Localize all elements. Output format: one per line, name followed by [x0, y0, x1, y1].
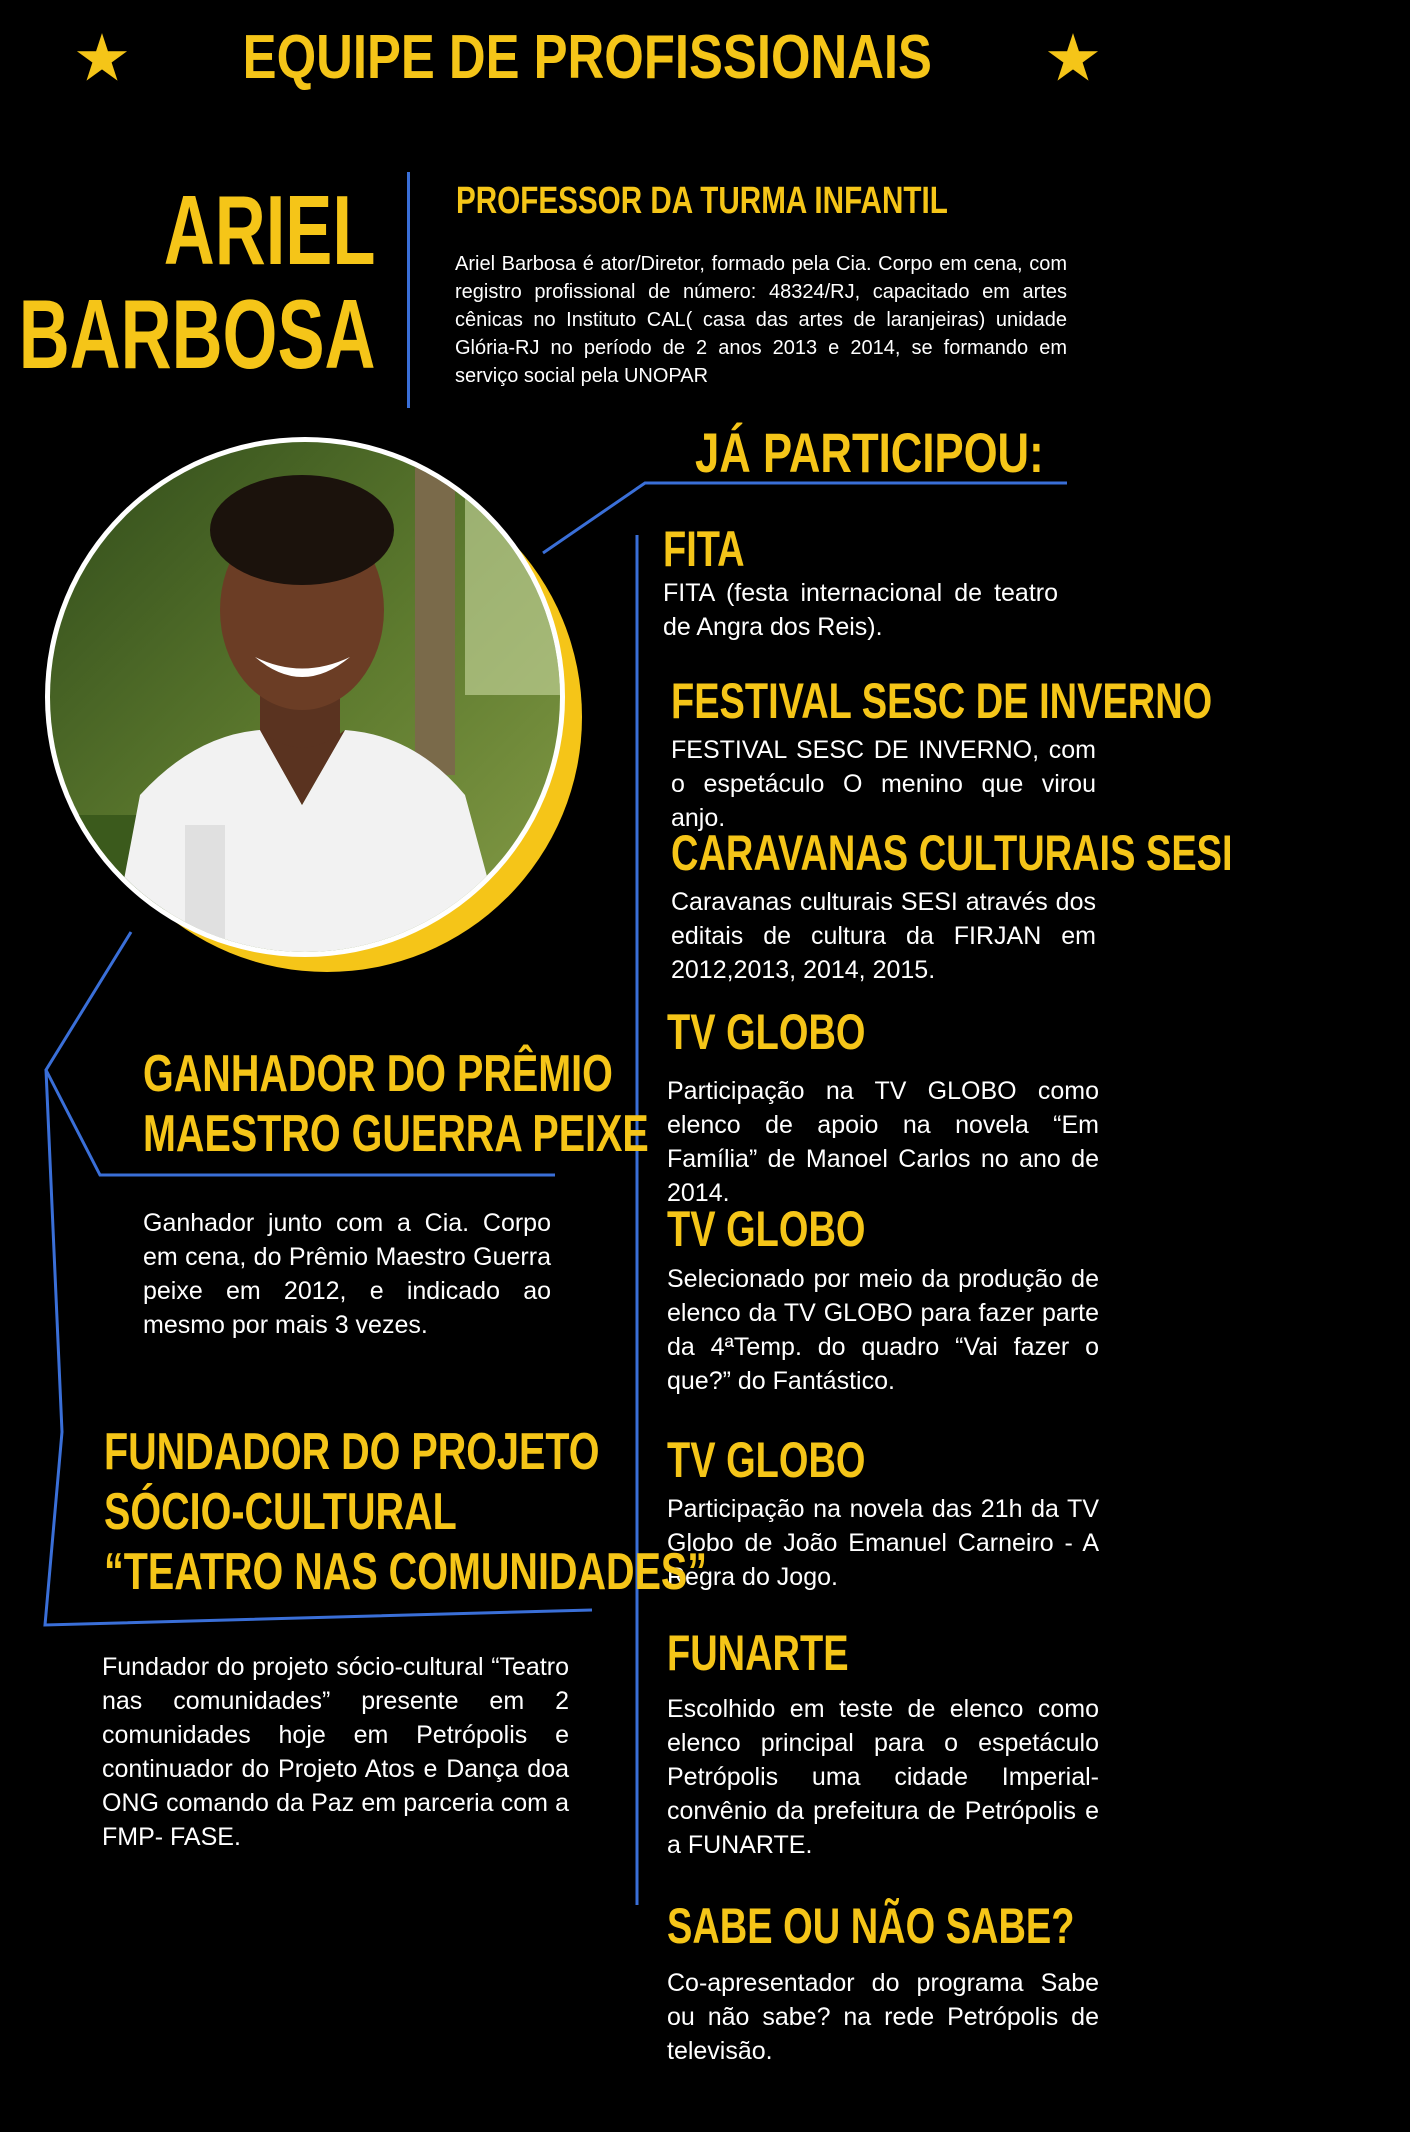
portrait-image	[45, 435, 590, 980]
item-text-tv-globo-2: Selecionado por meio da produção de elenco da TV GLOBO para fazer parte da 4ªTemp. do quadro “Vai fazer o que?” do Fantástico.	[667, 1265, 1099, 1395]
item-text-tv-globo-3: Participação na novela das 21h da TV Globo de João Emanuel Carneiro - A Regra do Jogo.	[667, 1495, 1099, 1591]
item-title-tv-globo-3: TV GLOBO	[667, 1432, 866, 1488]
item-text-sesc: FESTIVAL SESC DE INVERNO, com o espetáculo O menino que virou anjo.	[671, 736, 1096, 832]
star-icon: ★	[1047, 26, 1100, 91]
participation-heading: JÁ PARTICIPOU:	[695, 421, 1044, 484]
role-title: PROFESSOR DA TURMA INFANTIL	[456, 180, 948, 222]
item-title-sesc: FESTIVAL SESC DE INVERNO	[671, 673, 1213, 729]
item-text-sabe: Co-apresentador do programa Sabe ou não sabe? na rede Petrópolis de televisão.	[667, 1969, 1099, 2065]
last-name: BARBOSA	[18, 279, 375, 389]
item-text-tv-globo-1: Participação na TV GLOBO como elenco de apoio na novela “Em Família” de Manoel Carlos no ano de 2014.	[667, 1077, 1099, 1207]
founder-text: Fundador do projeto sócio-cultural “Teatro nas comunidades” presente em 2 comunidades hoje em Petrópolis e continuador do Projeto Atos e Dança doa ONG comando da Paz em parceria com a FMP- FASE.	[102, 1653, 569, 1851]
item-text-fita: FITA (festa internacional de teatro de Angra dos Reis).	[663, 579, 1058, 641]
first-name: ARIEL	[163, 175, 375, 285]
item-title-fita: FITA	[663, 521, 745, 577]
item-title-tv-globo-1: TV GLOBO	[667, 1004, 866, 1060]
item-title-sabe: SABE OU NÃO SABE?	[667, 1898, 1075, 1954]
profile-photo	[45, 435, 590, 980]
award-text: Ganhador junto com a Cia. Corpo em cena, do Prêmio Maestro Guerra peixe em 2012, e indicado ao mesmo por mais 3 vezes.	[143, 1209, 551, 1339]
item-text-sesi: Caravanas culturais SESI através dos editais de cultura da FIRJAN em 2012,2013, 2014, 2015.	[671, 888, 1096, 984]
item-title-funarte: FUNARTE	[667, 1625, 849, 1681]
bio-text: Ariel Barbosa é ator/Diretor, formado pela Cia. Corpo em cena, com registro profissional de número: 48324/RJ, capacitado em artes cênicas no Instituto CAL( casa das artes de laranjeiras) unidade Glória-RJ no período de 2 anos 2013 e 2014, se formando em serviço social pela UNOPAR	[455, 253, 1067, 387]
page-title: EQUIPE DE PROFISSIONAIS	[242, 23, 933, 92]
award-title: GANHADOR DO PRÊMIO MAESTRO GUERRA PEIXE	[143, 1045, 649, 1163]
item-title-tv-globo-2: TV GLOBO	[667, 1201, 866, 1257]
star-icon: ★	[75, 26, 128, 91]
item-text-funarte: Escolhido em teste de elenco como elenco principal para o espetáculo Petrópolis uma cidade Imperial- convênio da prefeitura de Petrópolis e a FUNARTE.	[667, 1695, 1099, 1859]
founder-title: FUNDADOR DO PROJETO SÓCIO-CULTURAL “TEATRO NAS COMUNIDADES”	[104, 1423, 708, 1601]
item-title-sesi: CARAVANAS CULTURAIS SESI	[671, 825, 1233, 881]
